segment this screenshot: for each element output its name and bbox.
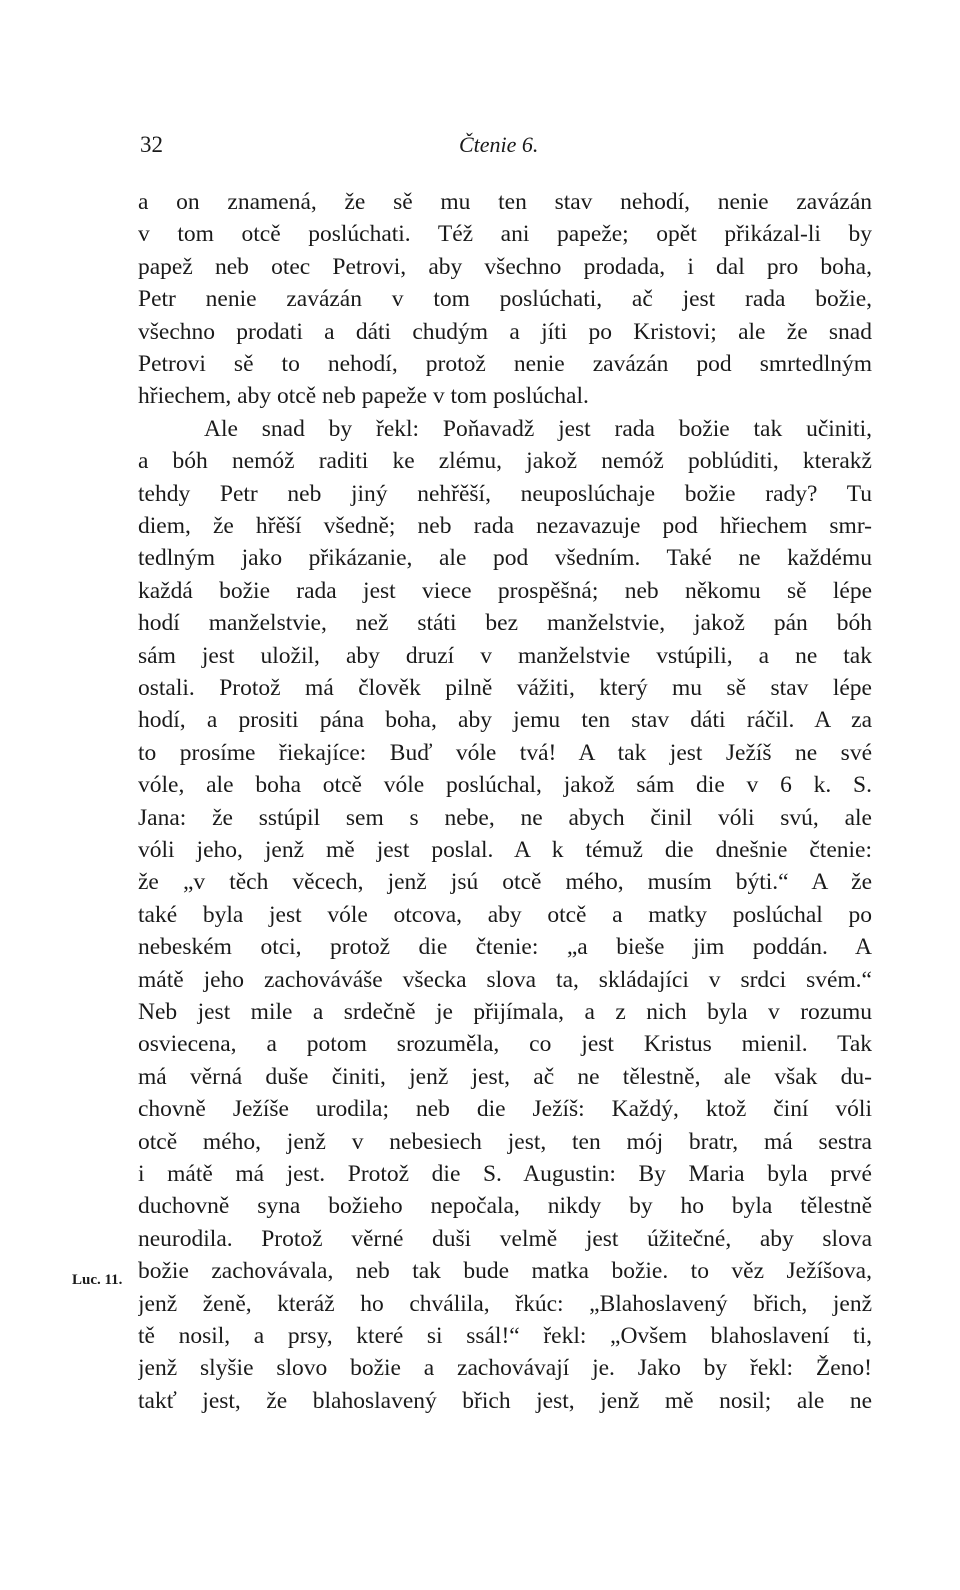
- text-line: a on znamená, že sě mu ten stav nehodí, nenie zavázán: [138, 189, 872, 215]
- text-line: a bóh nemóž raditi ke zlému, jakož nemóž poblúditi, kterakž: [138, 448, 872, 475]
- text-line: Petr nenie zavázán v tom poslúchati, ač jest rada božie,: [138, 286, 872, 313]
- page-number: 32: [140, 132, 163, 157]
- text-line: nebeském otci, protož die čtenie: „a bieše jim poddán. A: [138, 934, 872, 961]
- text-line: také byla jest vóle otcova, aby otcě a matky poslúchal po: [138, 901, 872, 928]
- page-header: [0, 130, 960, 162]
- text-line: božie zachovávala, neb tak bude matka božie. to věz Ježíšova,: [138, 1258, 872, 1285]
- text-line: každá božie rada jest viece prospěšná; neb někomu sě lépe: [138, 577, 872, 604]
- text-line: všechno prodati a dáti chudým a jíti po Kristovi; ale že snad: [138, 318, 872, 345]
- text-line: Petrovi sě to nehodí, protož nenie zavázán pod smrtedlným: [138, 351, 872, 377]
- text-line: Neb jest mile a srdečně je přijímala, a z nich byla v rozumu: [138, 999, 872, 1025]
- text-line: v tom otcě poslúchati. Též ani papeže; opět přikázal-li by: [138, 221, 872, 248]
- text-line: jenž slyšie slovo božie a zachovávají je. Jako by řekl: Ženo!: [138, 1355, 872, 1382]
- text-line: vóle, ale boha otcě vóle poslúchal, jakož sám die v 6 k. S.: [138, 772, 872, 799]
- text-line: má věrná duše činiti, jenž jest, ač ne tělestně, ale však du-: [138, 1063, 872, 1090]
- text-line: duchovně syna božieho nepočala, nikdy by ho byla tělestně: [138, 1193, 872, 1220]
- text-line: neurodila. Protož věrné duši velmě jest úžitečné, aby slova: [138, 1225, 872, 1252]
- text-line: jenž ženě, kteráž ho chválila, řkúc: „Blahoslavený břich, jenž: [138, 1290, 872, 1317]
- text-line: ostali. Protož má člověk pilně vážiti, který mu sě stav lépe: [138, 675, 872, 701]
- text-line: chovně Ježíše urodila; neb die Ježíš: Každý, ktož činí vóli: [138, 1096, 872, 1123]
- text-line: tě nosil, a prsy, které si ssál!“ řekl: „Ovšem blahoslavení ti,: [138, 1323, 872, 1349]
- paragraph-end-line: hřiechem, aby otcě neb papeže v tom poslúchal.: [138, 383, 589, 410]
- text-line: i mátě má jest. Protož die S. Augustin: By Maria byla prvé: [138, 1161, 872, 1187]
- text-line: osviecena, a potom srozuměla, co jest Kristus mienil. Tak: [138, 1031, 872, 1058]
- text-line: hodí, a prositi pána boha, aby jemu ten stav dáti ráčil. A za: [138, 707, 872, 734]
- text-line: takť jest, že blahoslavený břich jest, jenž mě nosil; ale ne: [138, 1387, 872, 1414]
- paragraph-start-line: Ale snad by řekl: Poňavadž jest rada božie tak učiniti,: [204, 415, 872, 442]
- text-line: hodí manželstvie, než státi bez manželstvie, jakož pán bóh: [138, 610, 872, 637]
- text-line: papež neb otec Petrovi, aby všechno prodada, i dal pro boha,: [138, 253, 872, 280]
- margin-note: Luc. 11.: [72, 1272, 123, 1288]
- text-line: tehdy Petr neb jiný nehřěší, neuposlúchaje božie rady? Tu: [138, 480, 872, 507]
- text-line: že „v těch věcech, jenž jsú otcě mého, musím býti.“ A že: [138, 869, 872, 896]
- text-line: Jana: že sstúpil sem s nebe, ne abych činil vóli svú, ale: [138, 804, 872, 831]
- text-line: sám jest uložil, aby druzí v manželstvie vstúpili, a ne tak: [138, 642, 872, 669]
- text-line: tedlným jako přikázanie, ale pod všedním. Také ne každému: [138, 545, 872, 572]
- running-title: Čtenie 6.: [459, 132, 539, 157]
- text-line: otcě mého, jenž v nebesiech jest, ten mój bratr, má sestra: [138, 1128, 872, 1155]
- text-line: diem, že hřěší všedně; neb rada nezavazuje pod hřiechem smr-: [138, 513, 872, 539]
- text-line: vóli jeho, jenž mě jest poslal. A k témuž die dnešnie čtenie:: [138, 837, 872, 863]
- text-line: to prosíme řiekajíce: Buď vóle tvá! A tak jest Ježíš ne své: [138, 739, 872, 766]
- text-line: mátě jeho zachováváše všecka slova ta, skládajíci v srdci svém.“: [138, 966, 872, 993]
